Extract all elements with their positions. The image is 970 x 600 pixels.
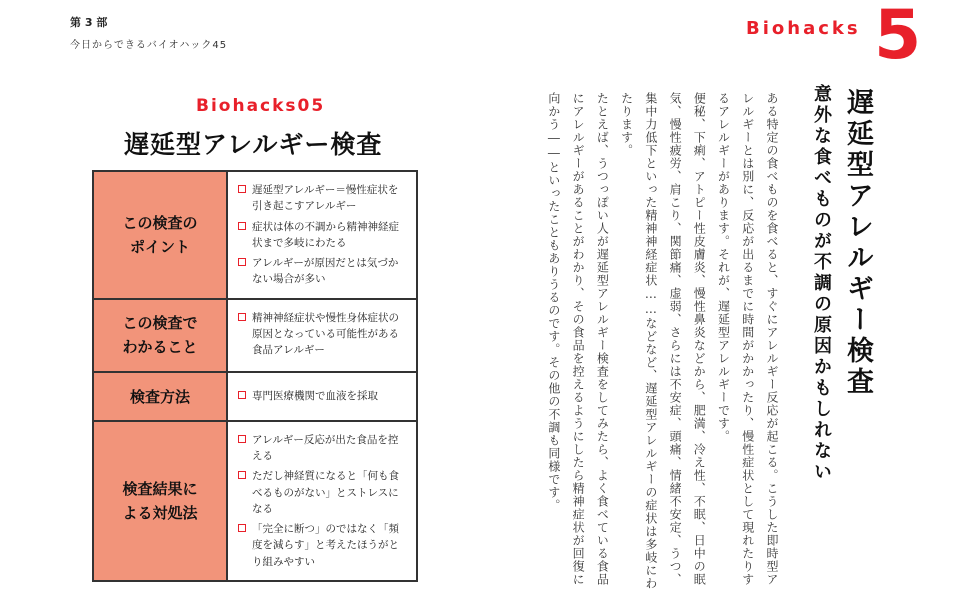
brand-label: Biohacks <box>746 18 861 39</box>
row-label: 検査方法 <box>94 373 228 420</box>
list-item <box>238 521 408 570</box>
list-item <box>238 432 408 465</box>
row-label: この検査の ポイント <box>94 172 228 298</box>
row-body <box>228 172 416 298</box>
item-text: ただし神経質になると「何も食べるものがない」とストレスになる <box>252 470 399 515</box>
table-row-method <box>94 373 416 422</box>
list-item <box>238 388 378 404</box>
table-row-findings <box>94 300 416 374</box>
table-row-point <box>94 172 416 300</box>
checkbox-icon <box>238 313 246 321</box>
summary-table <box>92 170 418 582</box>
checkbox-icon <box>238 435 246 443</box>
row-body <box>228 373 416 420</box>
checkbox-icon <box>238 258 246 266</box>
checkbox-icon <box>238 222 246 230</box>
item-text: 症状は体の不調から精神神経症状まで多岐にわたる <box>252 220 399 249</box>
item-text: 専門医療機関で血液を採取 <box>252 390 378 403</box>
item-text: 遅延型アレルギー＝慢性症状を引き起こすアレルギー <box>252 184 399 213</box>
item-text: 「完全に断つ」のではなく「頻度を減らす」と考えたほうがとり組みやすい <box>252 523 399 568</box>
part-label: 第 3 部 <box>70 16 108 29</box>
chapter-number: 5 <box>874 0 922 75</box>
paragraph: 便秘、下痢、アトピー性皮膚炎、慢性鼻炎などから、肥満、冷え性、不眠、日中の眠気、慢性疲労、肩こり、関節痛、虚弱、さらには不安症、頭痛、情緒不安定、うつ、集中力低下といった精神神経症状……などなど、遅延型アレルギーの症状は多岐にわたります。 <box>619 92 707 590</box>
checkbox-icon <box>238 185 246 193</box>
item-text: アレルギーが原因だとは気づかない場合が多い <box>252 257 399 286</box>
paragraph: ある特定の食べものを食べると、すぐにアレルギー反応が起こる。こうした即時型アレルギーとは別に、反応が出るまでに時間がかかったり、慢性症状として現れたりするアレルギーがあります。それが、遅延型アレルギーです。 <box>716 92 779 586</box>
row-label: 検査結果に よる対処法 <box>94 422 228 580</box>
list-item <box>238 468 408 517</box>
list-item <box>238 182 408 215</box>
item-text: アレルギー反応が出た食品を控える <box>252 433 399 463</box>
list-item <box>238 255 408 288</box>
list-item <box>238 219 408 252</box>
article-title: 遅延型アレルギー検査 <box>842 88 873 398</box>
paragraph: たとえば、うつっぽい人が遅延型アレルギー検査をしてみたら、よく食べている食品にアレルギーがあることがわかり、その食品を控えるようにしたら精神症状が回復に向かう――といったこともありうるのです。その他の不調も同様です。 <box>546 92 610 586</box>
series-label: 今日からできるバイオハック45 <box>70 40 228 51</box>
article-subtitle: 意外な食べものが不調の原因かもしれない <box>811 84 832 483</box>
item-text: 精神神経症状や慢性身体症状の原因となっている可能性がある食品アレルギー <box>252 311 399 357</box>
list-item <box>238 310 408 359</box>
article-body <box>548 92 784 592</box>
panel-code: Biohacks05 <box>196 96 326 116</box>
checkbox-icon <box>238 471 246 479</box>
table-row-action <box>94 422 416 580</box>
checkbox-icon <box>238 391 246 399</box>
row-label: この検査で わかること <box>94 300 228 372</box>
row-body <box>228 300 416 372</box>
panel-title: 遅延型アレルギー検査 <box>124 130 383 159</box>
checkbox-icon <box>238 524 246 532</box>
row-body <box>228 422 416 580</box>
